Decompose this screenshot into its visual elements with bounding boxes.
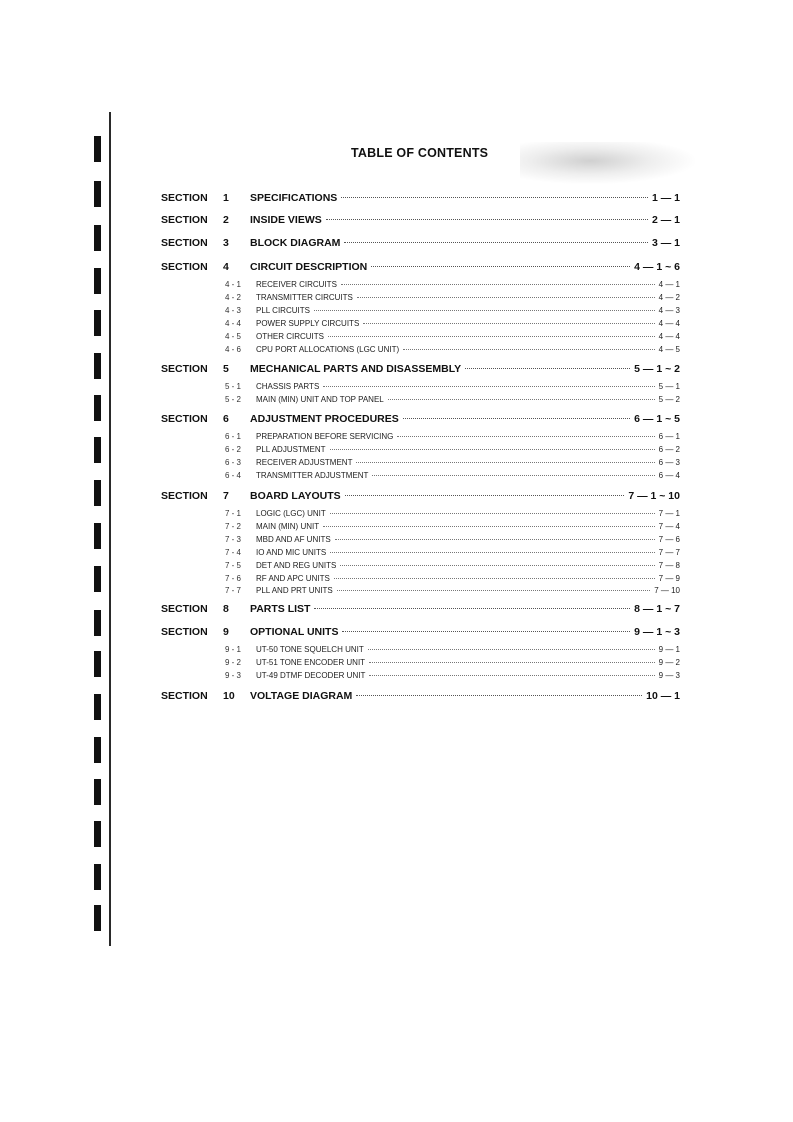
subsection-number: 9 - 1: [225, 645, 242, 654]
subsection-title: UT-51 TONE ENCODER UNIT: [256, 657, 366, 667]
subsection-entry: [256, 293, 680, 304]
dot-leader: [356, 695, 642, 696]
section-row: [0, 363, 793, 377]
binding-hole-mark: [94, 136, 101, 162]
section-number: 6: [223, 413, 229, 425]
subsection-row: [0, 471, 793, 482]
subsection-entry: [256, 458, 680, 469]
binding-hole-mark: [94, 864, 101, 890]
subsection-entry: [256, 432, 680, 443]
subsection-number: 6 - 4: [225, 470, 242, 480]
dot-leader: [337, 590, 650, 591]
subsection-number: 4 - 6: [225, 344, 242, 354]
section-pages: 7 — 1 ~ 10: [628, 490, 680, 502]
section-pages: 9 — 1 ~ 3: [634, 626, 680, 638]
subsection-page: 9 — 3: [658, 670, 680, 680]
section-pages: 10 — 1: [646, 690, 680, 702]
subsection-page: 9 — 1: [658, 645, 680, 654]
section-entry: [250, 261, 680, 275]
subsection-row: [0, 332, 793, 343]
subsection-entry: [256, 332, 680, 343]
subsection-row: [0, 458, 793, 469]
subsection-title: RF AND APC UNITS: [256, 573, 330, 583]
subsection-row: [0, 586, 793, 597]
subsection-entry: [256, 671, 680, 682]
section-pages: 1 — 1: [651, 192, 680, 204]
section-title: INSIDE VIEWS: [250, 214, 322, 226]
subsection-entry: [256, 306, 680, 317]
section-number: 5: [223, 363, 229, 375]
subsection-page: 9 — 2: [658, 657, 680, 667]
subsection-row: [0, 509, 793, 520]
dot-leader: [344, 242, 648, 243]
binding-hole-mark: [94, 737, 101, 763]
section-row: [0, 603, 793, 617]
subsection-number: 5 - 2: [225, 394, 242, 404]
section-label: SECTION: [161, 413, 208, 425]
subsection-page: 4 — 2: [658, 292, 680, 302]
dot-leader: [368, 649, 655, 650]
subsection-row: [0, 574, 793, 585]
subsection-title: PLL AND PRT UNITS: [256, 586, 333, 596]
section-title: MECHANICAL PARTS AND DISASSEMBLY: [250, 363, 462, 375]
dot-leader: [330, 552, 654, 553]
subsection-page: 6 — 3: [658, 457, 680, 467]
subsection-entry: [256, 645, 680, 656]
subsection-row: [0, 306, 793, 317]
dot-leader: [397, 436, 654, 437]
subsection-number: 6 - 2: [225, 444, 242, 454]
subsection-number: 9 - 2: [225, 657, 242, 667]
subsection-entry: [256, 574, 680, 585]
subsection-number: 6 - 3: [225, 457, 242, 467]
subsection-number: 7 - 3: [225, 534, 242, 544]
subsection-page: 5 — 2: [658, 394, 680, 404]
section-title: BLOCK DIAGRAM: [250, 237, 341, 249]
subsection-row: [0, 658, 793, 669]
subsection-row: [0, 382, 793, 393]
section-title: SPECIFICATIONS: [250, 192, 338, 204]
dot-leader: [369, 662, 655, 663]
dot-leader: [388, 399, 655, 400]
dot-leader: [340, 565, 654, 566]
dot-leader: [314, 608, 630, 609]
section-entry: [250, 690, 680, 704]
section-title: CIRCUIT DESCRIPTION: [250, 261, 368, 273]
subsection-row: [0, 345, 793, 356]
subsection-entry: [256, 319, 680, 330]
dot-leader: [465, 368, 630, 369]
subsection-title: MAIN (MIN) UNIT: [256, 521, 320, 531]
section-label: SECTION: [161, 626, 208, 638]
subsection-page: 6 — 1: [658, 432, 680, 441]
subsection-number: 5 - 1: [225, 382, 242, 391]
section-pages: 3 — 1: [651, 237, 680, 249]
subsection-entry: [256, 509, 680, 520]
subsection-title: TRANSMITTER CIRCUITS: [256, 292, 353, 302]
section-label: SECTION: [161, 690, 208, 702]
subsection-title: PLL CIRCUITS: [256, 305, 310, 315]
subsection-entry: [256, 586, 680, 597]
section-entry: [250, 626, 680, 640]
dot-leader: [330, 449, 655, 450]
subsection-number: 7 - 5: [225, 560, 242, 570]
dot-leader: [314, 310, 655, 311]
subsection-page: 7 — 10: [654, 586, 680, 596]
subsection-page: 7 — 8: [658, 560, 680, 570]
section-label: SECTION: [161, 603, 208, 615]
subsection-entry: [256, 471, 680, 482]
subsection-number: 4 - 3: [225, 305, 242, 315]
dot-leader: [356, 462, 654, 463]
dot-leader: [345, 495, 625, 496]
subsection-page: 4 — 3: [658, 305, 680, 315]
subsection-title: RECEIVER CIRCUITS: [256, 280, 337, 289]
section-label: SECTION: [161, 490, 208, 502]
subsection-number: 7 - 4: [225, 547, 242, 557]
subsection-number: 7 - 7: [225, 586, 242, 596]
section-pages: 6 — 1 ~ 5: [634, 413, 680, 425]
section-row: [0, 214, 793, 228]
subsection-number: 9 - 3: [225, 670, 242, 680]
section-label: SECTION: [161, 214, 208, 226]
dot-leader: [335, 539, 655, 540]
section-title: OPTIONAL UNITS: [250, 626, 339, 638]
subsection-title: LOGIC (LGC) UNIT: [256, 509, 326, 518]
subsection-title: UT-50 TONE SQUELCH UNIT: [256, 645, 364, 654]
subsection-row: [0, 445, 793, 456]
dot-leader: [403, 349, 655, 350]
subsection-number: 7 - 1: [225, 509, 242, 518]
section-row: [0, 413, 793, 427]
section-pages: 8 — 1 ~ 7: [634, 603, 680, 615]
subsection-number: 7 - 2: [225, 521, 242, 531]
section-number: 10: [223, 690, 235, 702]
section-row: [0, 690, 793, 704]
subsection-row: [0, 522, 793, 533]
subsection-title: CPU PORT ALLOCATIONS (LGC UNIT): [256, 344, 400, 354]
subsection-title: DET AND REG UNITS: [256, 560, 337, 570]
subsection-page: 6 — 4: [658, 470, 680, 480]
subsection-title: IO AND MIC UNITS: [256, 547, 327, 557]
subsection-row: [0, 319, 793, 330]
subsection-page: 4 — 4: [658, 331, 680, 341]
subsection-title: MBD AND AF UNITS: [256, 534, 331, 544]
binding-hole-mark: [94, 821, 101, 847]
subsection-entry: [256, 345, 680, 356]
subsection-page: 7 — 7: [658, 547, 680, 557]
subsection-row: [0, 280, 793, 291]
section-title: ADJUSTMENT PROCEDURES: [250, 413, 399, 425]
subsection-row: [0, 561, 793, 572]
section-entry: [250, 413, 680, 427]
dot-leader: [369, 675, 654, 676]
subsection-title: MAIN (MIN) UNIT AND TOP PANEL: [256, 394, 384, 404]
subsection-row: [0, 548, 793, 559]
section-pages: 5 — 1 ~ 2: [634, 363, 680, 375]
subsection-number: 7 - 6: [225, 573, 242, 583]
subsection-entry: [256, 445, 680, 456]
subsection-title: POWER SUPPLY CIRCUITS: [256, 318, 360, 328]
dot-leader: [328, 336, 655, 337]
dot-leader: [323, 386, 654, 387]
subsection-entry: [256, 658, 680, 669]
dot-leader: [363, 323, 654, 324]
section-entry: [250, 363, 680, 377]
subsection-row: [0, 293, 793, 304]
subsection-title: CHASSIS PARTS: [256, 382, 320, 391]
section-number: 8: [223, 603, 229, 615]
dot-leader: [323, 526, 655, 527]
section-pages: 2 — 1: [651, 214, 680, 226]
section-number: 9: [223, 626, 229, 638]
binding-hole-mark: [94, 779, 101, 805]
dot-leader: [341, 197, 648, 198]
section-entry: [250, 603, 680, 617]
subsection-row: [0, 432, 793, 443]
subsection-entry: [256, 561, 680, 572]
dot-leader: [326, 219, 648, 220]
dot-leader: [334, 578, 655, 579]
subsection-title: PREPARATION BEFORE SERVICING: [256, 432, 394, 441]
section-title: PARTS LIST: [250, 603, 311, 615]
section-label: SECTION: [161, 192, 208, 204]
subsection-page: 4 — 4: [658, 318, 680, 328]
subsection-number: 4 - 1: [225, 280, 242, 289]
subsection-row: [0, 395, 793, 406]
dot-leader: [403, 418, 630, 419]
dot-leader: [357, 297, 655, 298]
section-title: VOLTAGE DIAGRAM: [250, 690, 353, 702]
section-number: 1: [223, 192, 229, 204]
subsection-entry: [256, 548, 680, 559]
binding-hole-mark: [94, 905, 101, 931]
section-number: 7: [223, 490, 229, 502]
subsection-row: [0, 645, 793, 656]
subsection-page: 4 — 5: [658, 344, 680, 354]
subsection-entry: [256, 535, 680, 546]
subsection-title: OTHER CIRCUITS: [256, 331, 324, 341]
subsection-number: 4 - 4: [225, 318, 242, 328]
section-pages: 4 — 1 ~ 6: [634, 261, 680, 273]
section-title: BOARD LAYOUTS: [250, 490, 341, 502]
subsection-number: 4 - 2: [225, 292, 242, 302]
section-row: [0, 192, 793, 206]
subsection-title: TRANSMITTER ADJUSTMENT: [256, 470, 369, 480]
dot-leader: [342, 631, 630, 632]
subsection-page: 7 — 6: [658, 534, 680, 544]
subsection-page: 7 — 1: [658, 509, 680, 518]
section-entry: [250, 192, 680, 206]
section-entry: [250, 214, 680, 228]
subsection-row: [0, 671, 793, 682]
subsection-page: 6 — 2: [658, 444, 680, 454]
section-number: 2: [223, 214, 229, 226]
section-row: [0, 237, 793, 251]
section-entry: [250, 237, 680, 251]
dot-leader: [330, 513, 655, 514]
section-number: 3: [223, 237, 229, 249]
page-title: TABLE OF CONTENTS: [351, 146, 489, 160]
dot-leader: [341, 284, 655, 285]
dot-leader: [372, 475, 654, 476]
section-label: SECTION: [161, 261, 208, 273]
subsection-page: 5 — 1: [658, 382, 680, 391]
section-row: [0, 261, 793, 275]
subsection-entry: [256, 395, 680, 406]
subsection-entry: [256, 280, 680, 291]
subsection-entry: [256, 522, 680, 533]
section-entry: [250, 490, 680, 504]
dot-leader: [371, 266, 630, 267]
subsection-title: PLL ADJUSTMENT: [256, 444, 326, 454]
subsection-title: RECEIVER ADJUSTMENT: [256, 457, 353, 467]
subsection-page: 7 — 9: [658, 573, 680, 583]
subsection-page: 7 — 4: [658, 521, 680, 531]
section-number: 4: [223, 261, 229, 273]
section-label: SECTION: [161, 237, 208, 249]
subsection-number: 4 - 5: [225, 331, 242, 341]
subsection-entry: [256, 382, 680, 393]
section-row: [0, 490, 793, 504]
subsection-row: [0, 535, 793, 546]
section-row: [0, 626, 793, 640]
subsection-number: 6 - 1: [225, 432, 242, 441]
subsection-page: 4 — 1: [658, 280, 680, 289]
subsection-title: UT-49 DTMF DECODER UNIT: [256, 670, 366, 680]
scan-speckle: [520, 142, 695, 184]
section-label: SECTION: [161, 363, 208, 375]
